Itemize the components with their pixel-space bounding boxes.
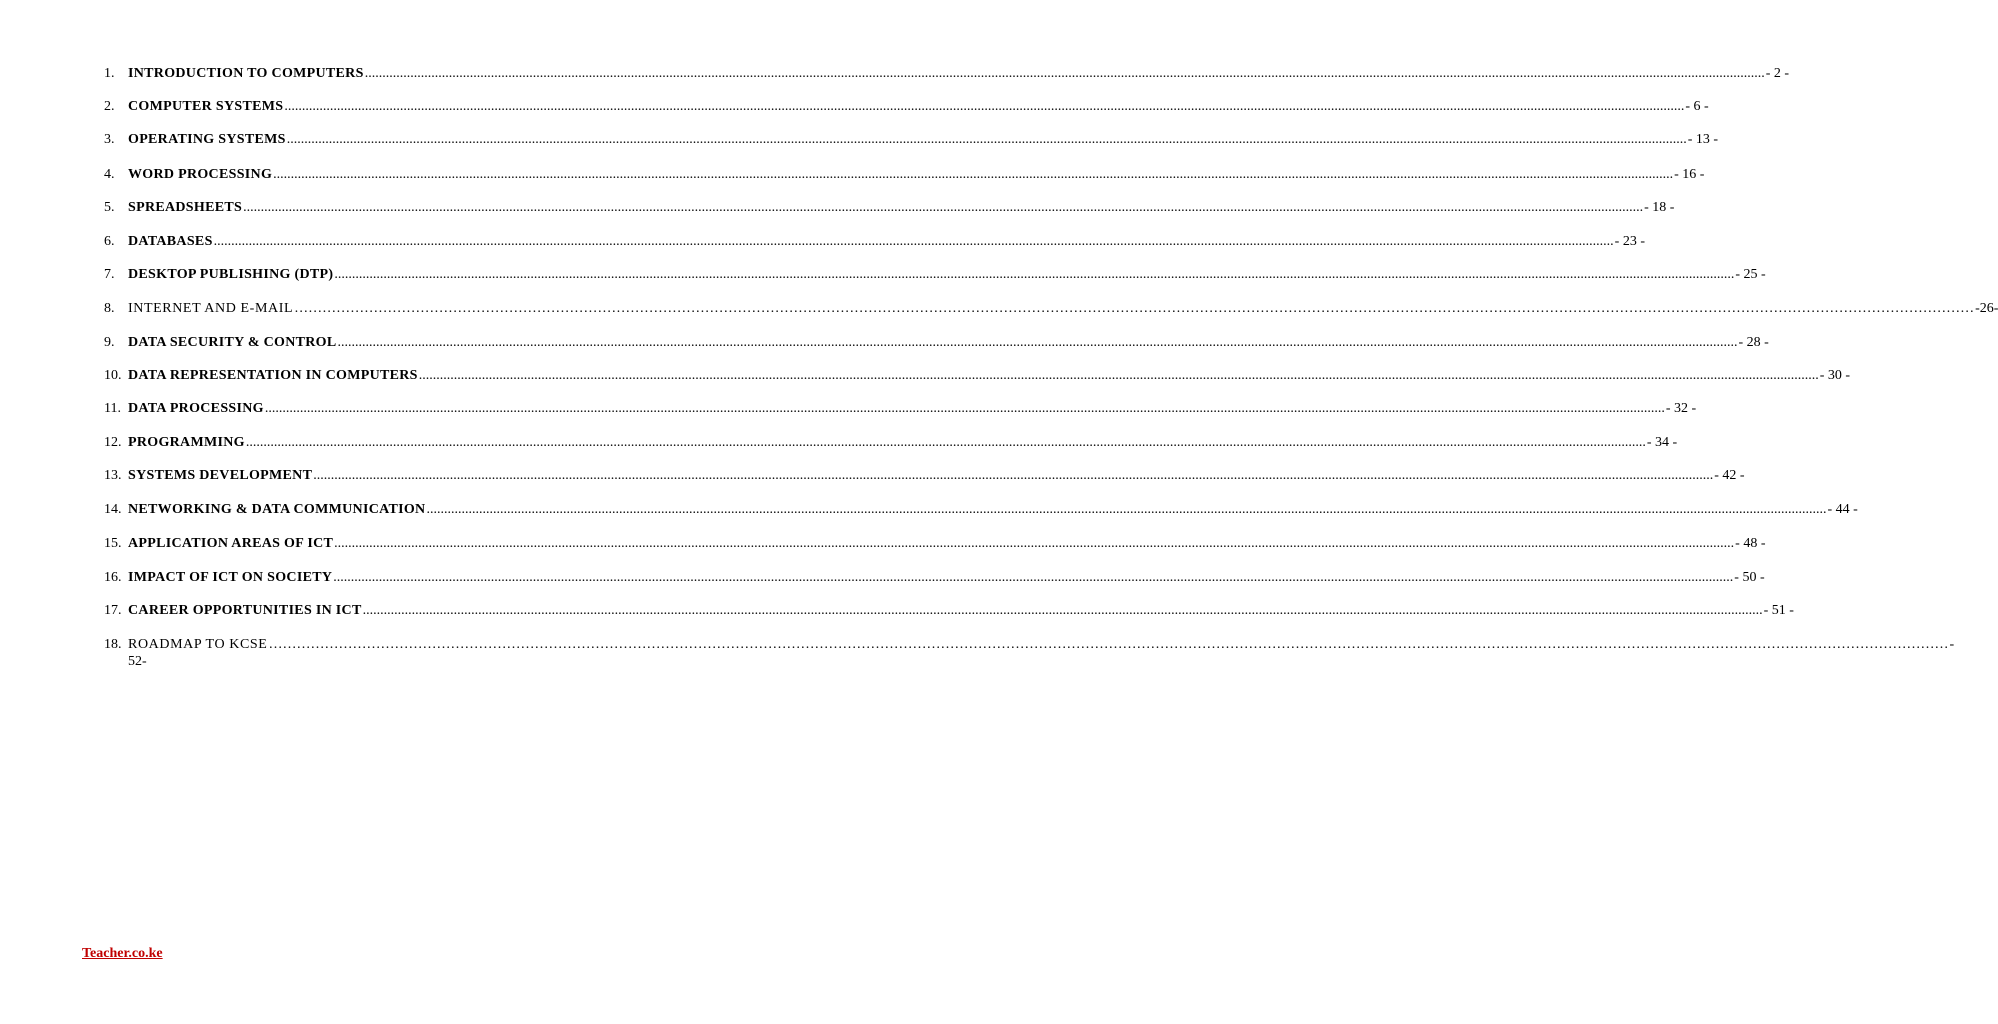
toc-entry-number: 1.: [104, 66, 115, 81]
toc-entry-title: PROGRAMMING: [128, 435, 245, 450]
toc-entry: [104, 301, 1998, 317]
toc-entry-number: 12.: [104, 435, 122, 450]
toc-entry-title: COMPUTER SYSTEMS: [128, 99, 284, 114]
toc-entry-number: 7.: [104, 267, 115, 282]
toc-entry-page: - 44 -: [1827, 502, 1858, 517]
toc-entry-number: 13.: [104, 468, 122, 483]
toc-entry: [104, 99, 1709, 115]
footer-link-teacher[interactable]: Teacher.co.ke: [82, 946, 163, 961]
toc-entry-page: - 48 -: [1735, 536, 1766, 551]
toc-entry-page: - 51 -: [1763, 603, 1794, 618]
toc-leader-dots: ................................................................................................................................................................................................................................................................................................................................................................................................................: [243, 200, 1644, 215]
toc-entry-page: - 25 -: [1735, 267, 1766, 282]
toc-leader-dots: ................................................................................................................................................................................................................................................................................................................................................................................................................: [426, 502, 1827, 517]
toc-leader-dots: ................................................................................................................................................................................................................................................................................................................................................................................................................: [333, 570, 1734, 585]
toc-entry-title: CAREER OPPORTUNITIES IN ICT: [128, 603, 362, 618]
toc-entry-title: DATA SECURITY & CONTROL: [128, 335, 337, 350]
toc-entry: [104, 66, 1790, 82]
toc-entry-number: 4.: [104, 167, 115, 182]
toc-entry-title: DATA PROCESSING: [128, 401, 264, 416]
toc-leader-dots: ................................................................................................................................................................................................................................................................................................................................................................................................................: [334, 267, 1735, 282]
toc-entry-number: 17.: [104, 603, 122, 618]
toc-leader-dots: ................................................................................................................................................................................................................................................................................................................................................................................................................: [213, 234, 1614, 249]
toc-leader-dots: ................................................................................................................................................................................................................................................................................................................................................................................................................: [334, 536, 1735, 551]
toc-entry: [104, 637, 1955, 671]
toc-entry-number: 6.: [104, 234, 115, 249]
toc-leader-dots: ................................................................................................................................................................................................................................................................................................................................................................................................................: [284, 99, 1685, 114]
toc-entry: [104, 368, 1851, 384]
toc-entry-number: 8.: [104, 301, 115, 316]
toc-entry: [104, 335, 1769, 351]
toc-entry: [104, 200, 1675, 216]
toc-entry: [104, 267, 1766, 283]
toc-entry-page: - 18 -: [1644, 200, 1675, 215]
toc-entry: [104, 570, 1765, 586]
toc-entry-page: -: [1949, 637, 1955, 652]
toc-entry: [104, 536, 1766, 552]
toc-entry-title: DATA REPRESENTATION IN COMPUTERS: [128, 368, 418, 383]
toc-entry-page: -26-: [1975, 301, 1998, 316]
toc-entry-title: DATABASES: [128, 234, 213, 249]
toc-entry-title: WORD PROCESSING: [128, 167, 273, 182]
toc-entry-title: IMPACT OF ICT ON SOCIETY: [128, 570, 333, 585]
toc-leader-dots: ................................................................................................................................................................................................................................................................................................................................................................................................................: [286, 132, 1687, 147]
toc-entry-number: 11.: [104, 401, 121, 416]
toc-entry-page: - 32 -: [1665, 401, 1697, 416]
toc-entry-page: - 34 -: [1646, 435, 1678, 450]
toc-leader-dots: ................................................................................................................................................................................................................................................................................................................................................................................................................: [273, 167, 1674, 182]
toc-entry: [104, 468, 1745, 484]
toc-leader-dots: ................................................................................................................................................................................................................................................................................................................................................................................................................: [337, 335, 1738, 350]
toc-entry-title: DESKTOP PUBLISHING (DTP): [128, 267, 334, 282]
toc-entry: [104, 603, 1794, 619]
toc-entry-title: INTRODUCTION TO COMPUTERS: [128, 66, 364, 81]
toc-entry-number: 9.: [104, 335, 115, 350]
toc-leader-dots: ………………………………………………………………………………………………………………………………………………………………………………………………………………………………………………………………………………………………………………………………: [294, 301, 1975, 316]
toc-entry: [104, 401, 1697, 417]
toc-entry-number: 15.: [104, 536, 122, 551]
toc-entry-title: SYSTEMS DEVELOPMENT: [128, 468, 313, 483]
toc-entry-number: 10.: [104, 368, 122, 383]
toc-entry-title: ROADMAP TO KCSE: [128, 637, 268, 652]
toc-entry-title: INTERNET AND E-MAIL: [128, 301, 294, 316]
toc-entry-title: NETWORKING & DATA COMMUNICATION: [128, 502, 426, 517]
toc-entry: [104, 234, 1645, 250]
toc-leader-dots: ………………………………………………………………………………………………………………………………………………………………………………………………………………………………………………………………………………………………………………………………: [268, 637, 1949, 652]
toc-entry: [104, 132, 1719, 148]
toc-entry-page: - 30 -: [1819, 368, 1851, 383]
toc-entry-page: - 6 -: [1685, 99, 1709, 114]
toc-leader-dots: ................................................................................................................................................................................................................................................................................................................................................................................................................: [245, 435, 1646, 450]
toc-entry-number: 18.: [104, 637, 122, 652]
toc-entry-title: APPLICATION AREAS OF ICT: [128, 536, 334, 551]
toc-leader-dots: ................................................................................................................................................................................................................................................................................................................................................................................................................: [264, 401, 1665, 416]
toc-entry-number: 16.: [104, 570, 122, 585]
toc-entry-page: - 2 -: [1765, 66, 1790, 81]
toc-entry: [104, 167, 1705, 183]
toc-entry-title: SPREADSHEETS: [128, 200, 243, 215]
toc-entry-page: - 28 -: [1738, 335, 1769, 350]
toc-leader-dots: ................................................................................................................................................................................................................................................................................................................................................................................................................: [418, 368, 1819, 383]
toc-leader-dots: ................................................................................................................................................................................................................................................................................................................................................................................................................: [313, 468, 1714, 483]
toc-leader-dots: ................................................................................................................................................................................................................................................................................................................................................................................................................: [362, 603, 1763, 618]
toc-entry-page-continued: 52-: [128, 654, 147, 669]
toc-entry: [104, 435, 1678, 451]
toc-entry-number: 14.: [104, 502, 122, 517]
toc-entry-title: OPERATING SYSTEMS: [128, 132, 286, 147]
toc-entry-page: - 13 -: [1687, 132, 1719, 147]
toc-entry: [104, 502, 1858, 518]
toc-entry-page: - 16 -: [1674, 167, 1705, 182]
toc-entry-page: - 50 -: [1734, 570, 1765, 585]
toc-entry-number: 2.: [104, 99, 115, 114]
toc-entry-number: 5.: [104, 200, 115, 215]
toc-leader-dots: ................................................................................................................................................................................................................................................................................................................................................................................................................: [364, 66, 1765, 81]
toc-entry-page: - 23 -: [1614, 234, 1645, 249]
toc-entry-number: 3.: [104, 132, 115, 147]
toc-entry-page: - 42 -: [1714, 468, 1745, 483]
